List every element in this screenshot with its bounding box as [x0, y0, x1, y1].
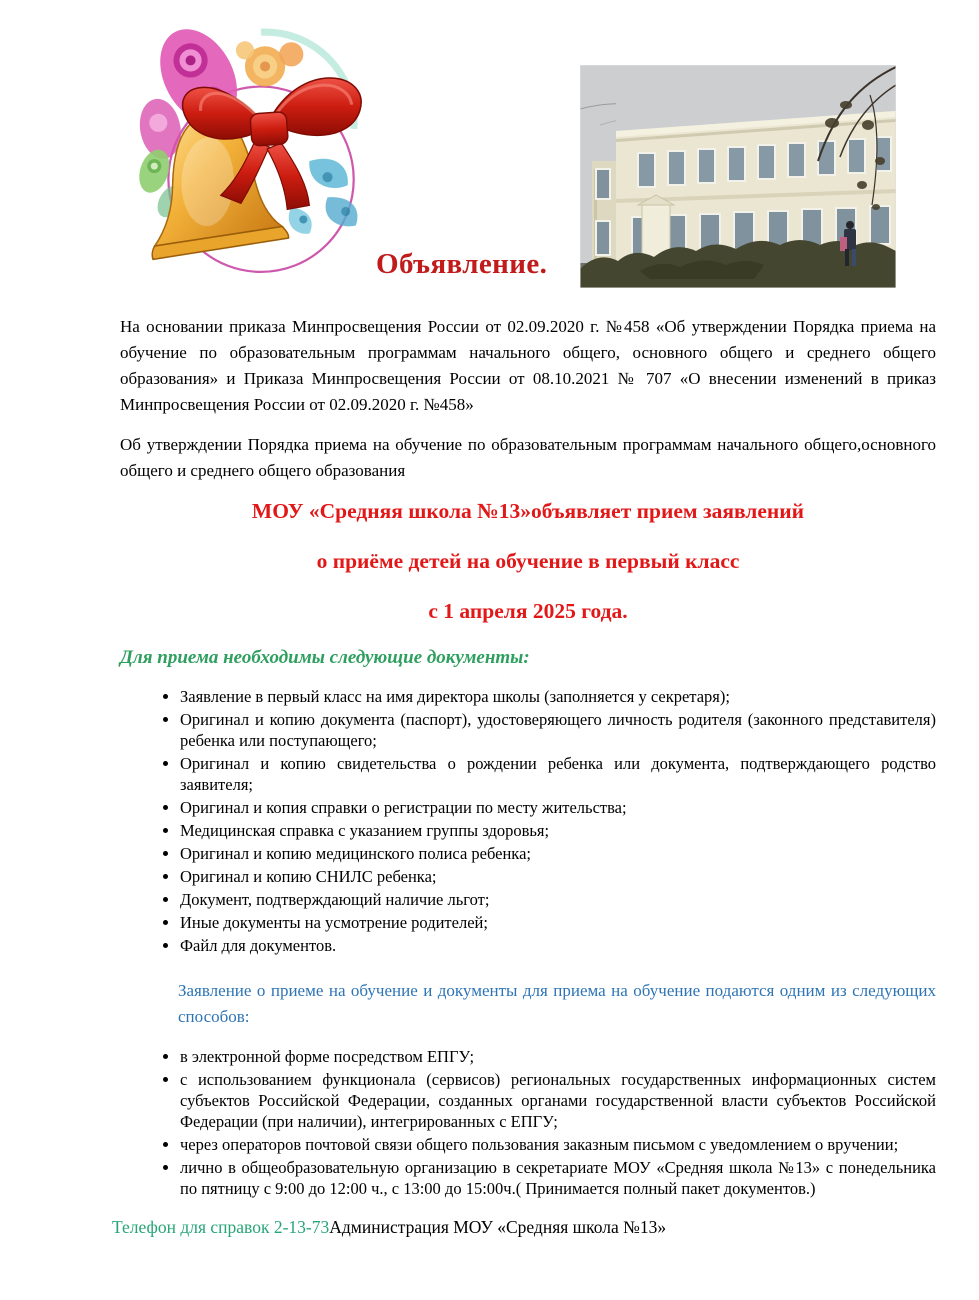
administration-signature: Администрация МОУ «Средняя школа №13» — [329, 1217, 667, 1237]
list-item: • Оригинал и копию документа (паспорт), удостоверяющего личность родителя (законного представителя) ребенка или поступающего; — [180, 709, 936, 751]
submission-methods-list — [120, 1046, 936, 1199]
documents-section-heading: Для приема необходимы следующие документы: — [120, 647, 530, 668]
school-building-photo — [580, 65, 896, 288]
submission-intro-paragraph: Заявление о приеме на обучение и документы для приема на обучение подаются одним из следующих способов: — [178, 981, 936, 1026]
list-item: • с использованием функционала (сервисов) региональных государственных информационных систем субъектов Российской Федерации, созданных органами государственной власти субъектов Российской Федерации (при наличии), интегрированных с ЕПГУ; — [180, 1069, 936, 1132]
list-item: • Иные документы на усмотрение родителей; — [180, 912, 936, 933]
footer-line — [112, 1217, 936, 1238]
list-item: • в электронной форме посредством ЕПГУ; — [180, 1046, 936, 1067]
list-item: • лично в общеобразовательную организацию в секретариате МОУ «Средняя школа №13» с понедельника по пятницу с 9:00 до 12:00 ч., с 13:00 до 15:00ч.( Принимается полный пакет документов.) — [180, 1157, 936, 1199]
school-bell-graphic — [112, 10, 394, 284]
list-item: • Файл для документов. — [180, 935, 936, 956]
intro-paragraph-1: На основании приказа Минпросвещения России от 02.09.2020 г. №458 «Об утверждении Порядка приема на обучение по образовательным программам начального общего, основного общего и среднего общего образования» и Приказа Минпросвещения России от 08.10.2021 № 707 «О внесении изменений в приказ Минпросвещения России от 02.09.2020 г. №458» — [120, 317, 936, 414]
announcement-heading-line-3: с 1 апреля 2025 года. — [428, 599, 628, 623]
announcement-heading-line-2: о приёме детей на обучение в первый класс — [316, 549, 740, 573]
list-item: • Медицинская справка с указанием группы здоровья; — [180, 820, 936, 841]
page-title: Объявление. — [376, 248, 548, 280]
list-item: • Оригинал и копию свидетельства о рождении ребенка или документа, подтверждающего родство заявителя; — [180, 753, 936, 795]
list-item: • Оригинал и копию СНИЛС ребенка; — [180, 866, 936, 887]
list-item: • через операторов почтовой связи общего пользования заказным письмом с уведомлением о вручении; — [180, 1134, 936, 1155]
phone-reference-text: Телефон для справок 2-13-73 — [112, 1217, 330, 1237]
document-body — [112, 314, 936, 1238]
orange-flower-cluster — [236, 41, 303, 86]
list-item: • Оригинал и копия справки о регистрации по месту жительства; — [180, 797, 936, 818]
announcement-heading-line-1: МОУ «Средняя школа №13»объявляет прием заявлений — [251, 499, 805, 523]
intro-paragraph-2: Об утверждении Порядка приема на обучение по образовательным программам начального общего,основного общего и среднего общего образования — [120, 435, 936, 480]
list-item: • Оригинал и копию медицинского полиса ребенка; — [180, 843, 936, 864]
list-item: • Заявление в первый класс на имя директора школы (заполняется у секретаря); — [180, 686, 936, 707]
document-header — [0, 0, 979, 300]
list-item: • Документ, подтверждающий наличие льгот; — [180, 889, 936, 910]
required-documents-list — [120, 686, 936, 956]
